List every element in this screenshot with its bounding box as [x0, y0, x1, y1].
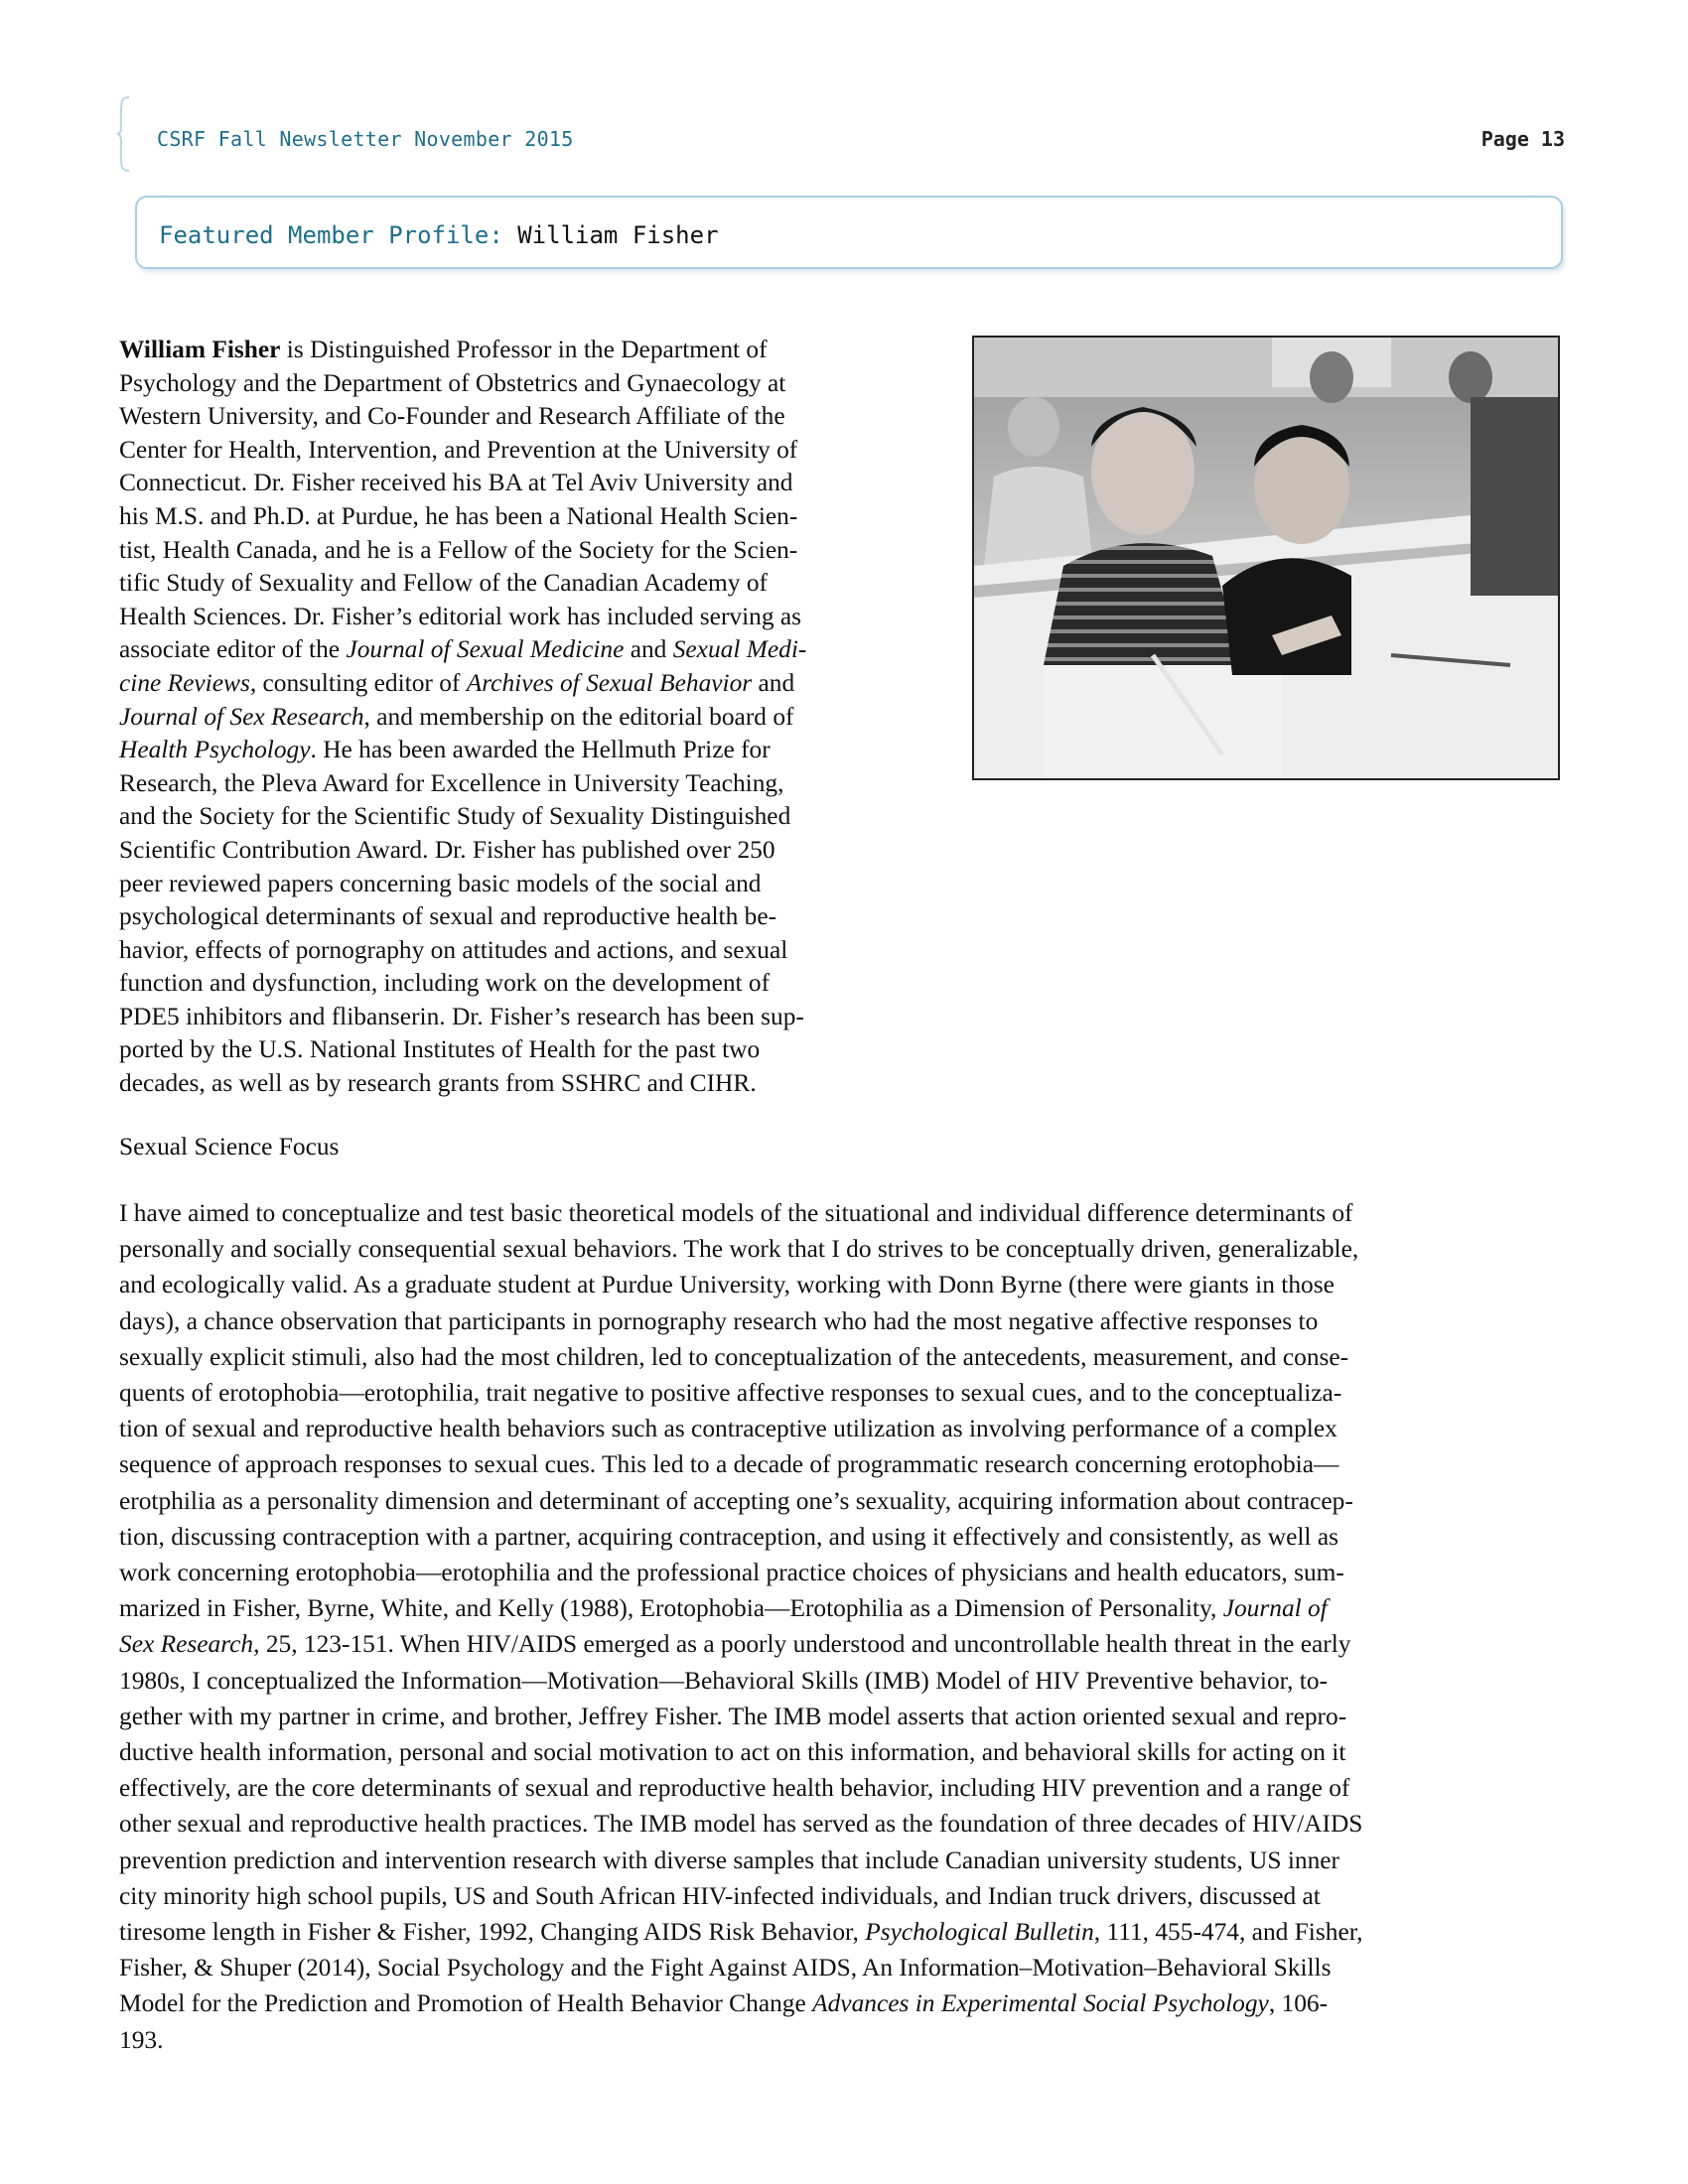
focus-line: [119, 1914, 1569, 1950]
focus-heading: Sexual Science Focus: [119, 1133, 340, 1160]
bio-name: William Fisher: [119, 336, 281, 363]
profile-label-text: Featured Member Profile:: [159, 221, 503, 249]
bio-line: [119, 467, 914, 500]
focus-text: [119, 1195, 1569, 2058]
bio-text-segment: and: [624, 635, 673, 664]
focus-italic-title: Advances in Experimental Social Psychology: [812, 1989, 1269, 2018]
focus-text-segment: gether with my partner in crime, and brother, Jeffrey Fisher. The IMB model asserts that action oriented sexual and repro-: [119, 1702, 1347, 1730]
bio-text-segment: Center for Health, Intervention, and Prevention at the University of: [119, 435, 798, 464]
bio-line: [119, 567, 914, 601]
focus-text-segment: 193.: [119, 2025, 164, 2054]
focus-line: [119, 1195, 1569, 1231]
focus-text-segment: I have aimed to conceptualize and test basic theoretical models of the situational and individual difference determinants of: [119, 1199, 1353, 1227]
page-number: Page 13: [1480, 127, 1565, 151]
profile-label: [159, 221, 719, 249]
bio-line: [119, 701, 914, 735]
focus-text-segment: sexually explicit stimuli, also had the most children, led to conceptualization of the antecedents, measurement, and conse-: [119, 1342, 1349, 1371]
header-brace-icon: [117, 95, 131, 173]
bio-italic-title: Journal of Sex Research: [119, 702, 364, 731]
bio-text-segment: , consulting editor of: [249, 668, 467, 697]
bio-line: [119, 434, 914, 468]
bio-line: [119, 800, 914, 834]
bio-text-segment: havior, effects of pornography on attitudes and actions, and sexual: [119, 935, 788, 964]
focus-line: [119, 1663, 1569, 1699]
classroom-photo-illustration: [974, 338, 1558, 778]
bio-text-segment: and the Society for the Scientific Study of Sexuality Distinguished: [119, 802, 791, 831]
bio-line: [119, 1033, 914, 1067]
bio-line: [119, 1067, 914, 1101]
bio-text-segment: . He has been awarded the Hellmuth Prize for: [310, 736, 771, 764]
focus-line: [119, 1770, 1569, 1806]
bio-text-segment: Psychology and the Department of Obstetrics and Gynaecology at: [119, 368, 786, 397]
focus-line: [119, 1555, 1569, 1590]
bio-italic-title: Archives of Sexual Behavior: [466, 668, 753, 697]
bio-text-segment: ported by the U.S. National Institutes of Health for the past two: [119, 1035, 761, 1064]
focus-line: [119, 1699, 1569, 1734]
focus-text-segment: Fisher, & Shuper (2014), Social Psychology and the Fight Against AIDS, An Information–Motivation–Behavioral Skills: [119, 1954, 1332, 1982]
focus-line: [119, 1483, 1569, 1519]
bio-line: [119, 367, 914, 401]
focus-line: [119, 1950, 1569, 1985]
focus-line: [119, 1878, 1569, 1914]
bio-text-segment: , and membership on the editorial board of: [363, 702, 794, 731]
focus-text-segment: sequence of approach responses to sexual cues. This led to a decade of programmatic research concerning erotophobia—: [119, 1450, 1339, 1479]
bio-line: [119, 400, 914, 434]
bio-text-segment: tist, Health Canada, and he is a Fellow of the Society for the Scien-: [119, 535, 798, 564]
focus-text-segment: ductive health information, personal and social motivation to act on this information, and behavioral skills for acting on it: [119, 1738, 1346, 1767]
focus-text-segment: other sexual and reproductive health practices. The IMB model has served as the foundation of three decades of HIV/AIDS: [119, 1810, 1363, 1839]
bio-text-segment: his M.S. and Ph.D. at Purdue, he has been a National Health Scien-: [119, 501, 798, 530]
bio-text-segment: Connecticut. Dr. Fisher received his BA at Tel Aviv University and: [119, 469, 793, 497]
focus-text-segment: prevention prediction and intervention research with diverse samples that include Canadian university students, US inner: [119, 1845, 1340, 1874]
focus-text-segment: Model for the Prediction and Promotion of Health Behavior Change: [119, 1989, 813, 2018]
focus-line: [119, 1267, 1569, 1302]
focus-line: [119, 1734, 1569, 1770]
bio-line: [119, 934, 914, 968]
focus-text-segment: , 25, 123-151. When HIV/AIDS emerged as a poorly understood and uncontrollable health threat in the early: [253, 1630, 1351, 1659]
bio-italic-title: Health Psychology: [119, 736, 311, 764]
focus-line: [119, 1590, 1569, 1626]
featured-profile-box: [135, 196, 1563, 269]
focus-text-segment: 1980s, I conceptualized the Information—Motivation—Behavioral Skills (IMB) Model of HIV Preventive behavior, to-: [119, 1666, 1329, 1695]
focus-line: [119, 1519, 1569, 1555]
bio-line: [119, 534, 914, 568]
focus-line: [119, 1626, 1569, 1662]
bio-text-segment: associate editor of the: [119, 635, 347, 664]
focus-paragraph: [119, 1195, 1569, 2058]
focus-line: [119, 1843, 1569, 1878]
focus-line: [119, 1446, 1569, 1482]
bio-text-segment: Health Sciences. Dr. Fisher’s editorial work has included serving as: [119, 602, 802, 630]
focus-line: [119, 1411, 1569, 1446]
bio-italic-title: cine Reviews: [119, 668, 250, 697]
bio-line: [119, 868, 914, 901]
bio-text-segment: and: [752, 668, 795, 697]
bio-line: [119, 667, 914, 701]
bio-line: [119, 767, 914, 801]
focus-text-segment: city minority high school pupils, US and South African HIV-infected individuals, and Indian truck drivers, discussed at: [119, 1881, 1321, 1910]
focus-text-segment: tiresome length in Fisher & Fisher, 1992, Changing AIDS Risk Behavior,: [119, 1918, 866, 1947]
bio-line: [119, 834, 914, 868]
bio-line: [119, 1001, 914, 1034]
bio-line: [119, 967, 914, 1001]
bio-line: [119, 900, 914, 934]
bio-line: [280, 336, 767, 363]
bio-text-segment: Scientific Contribution Award. Dr. Fisher has published over 250: [119, 835, 775, 864]
focus-text-segment: and ecologically valid. As a graduate student at Purdue University, working with Donn Byrne (there were giants in those: [119, 1271, 1335, 1299]
focus-line: [119, 2022, 1569, 2058]
focus-text-segment: marized in Fisher, Byrne, White, and Kelly (1988), Erotophobia—Erotophilia as a Dimension of Personality,: [119, 1594, 1223, 1623]
focus-line: [119, 1806, 1569, 1842]
focus-line: [119, 1339, 1569, 1375]
bio-line: [119, 500, 914, 534]
focus-text-segment: , 106-: [1268, 1989, 1329, 2018]
focus-text-segment: , 111, 455-474, and Fisher,: [1093, 1918, 1363, 1947]
focus-text-segment: days), a chance observation that participants in pornography research who had the most negative affective responses to: [119, 1306, 1319, 1335]
focus-text-segment: erotphilia as a personality dimension and determinant of accepting one’s sexuality, acquiring information about contracep-: [119, 1486, 1353, 1515]
focus-italic-title: Psychological Bulletin: [865, 1918, 1094, 1947]
bio-text-segment: tific Study of Sexuality and Fellow of the Canadian Academy of: [119, 569, 768, 598]
focus-italic-title: Sex Research: [119, 1630, 254, 1659]
classroom-photo: [972, 336, 1560, 780]
focus-italic-title: Journal of: [1222, 1594, 1328, 1623]
focus-text-segment: tion of sexual and reproductive health behaviors such as contraceptive utilization as involving performance of a complex: [119, 1415, 1337, 1443]
focus-line: [119, 1303, 1569, 1339]
bio-text-segment: decades, as well as by research grants from SSHRC and CIHR.: [119, 1069, 757, 1098]
focus-text-segment: effectively, are the core determinants of sexual and reproductive health behavior, including HIV prevention and a range of: [119, 1774, 1350, 1803]
focus-text-segment: work concerning erotophobia—erotophilia and the professional practice choices of physicians and health educators, sum-: [119, 1559, 1344, 1587]
focus-line: [119, 1375, 1569, 1411]
bio-text-segment: peer reviewed papers concerning basic models of the social and: [119, 869, 762, 897]
bio-italic-title: Journal of Sexual Medicine: [346, 635, 625, 664]
bio-line: [119, 601, 914, 634]
focus-line: [119, 1231, 1569, 1267]
focus-text-segment: quents of erotophobia—erotophilia, trait negative to positive affective responses to sexual cues, and to the conceptualiza-: [119, 1379, 1342, 1408]
focus-text-segment: personally and socially consequential sexual behaviors. The work that I do strives to be conceptually driven, generalizable,: [119, 1235, 1359, 1264]
bio-paragraph: [119, 334, 914, 1101]
bio-line: [119, 633, 914, 667]
profile-name: William Fisher: [517, 221, 719, 249]
bio-text-segment: psychological determinants of sexual and reproductive health be-: [119, 902, 777, 931]
bio-text-segment: is Distinguished Professor in the Department of: [280, 336, 768, 363]
bio-text-segment: Western University, and Co-Founder and Research Affiliate of the: [119, 402, 785, 431]
bio-line: [119, 734, 914, 767]
bio-text-segment: function and dysfunction, including work on the development of: [119, 969, 771, 998]
bio-italic-title: Sexual Medi-: [672, 635, 807, 664]
bio-text-segment: PDE5 inhibitors and flibanserin. Dr. Fisher’s research has been sup-: [119, 1002, 804, 1030]
focus-line: [119, 1985, 1569, 2021]
bio-text: [119, 336, 914, 1101]
newsletter-title: CSRF Fall Newsletter November 2015: [157, 127, 574, 151]
bio-text-segment: Research, the Pleva Award for Excellence in University Teaching,: [119, 768, 784, 797]
focus-text-segment: tion, discussing contraception with a partner, acquiring contraception, and using it effectively and consistently, as well as: [119, 1522, 1338, 1551]
